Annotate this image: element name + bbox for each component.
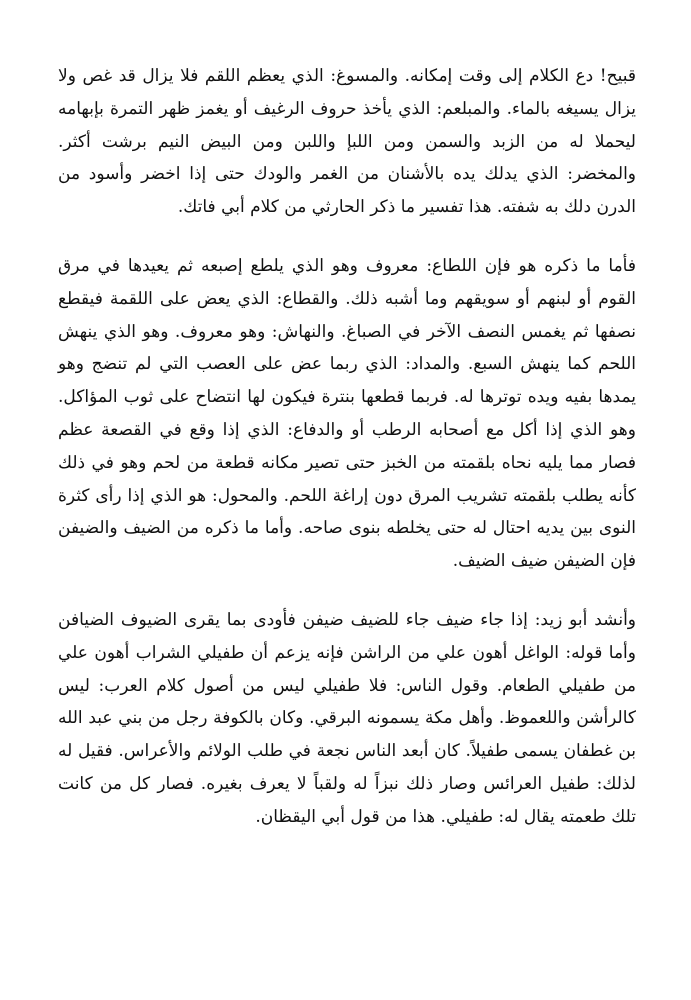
- paragraph-2: فأما ما ذكره هو فإن اللطاع: معروف وهو الذي يلطع إصبعه ثم يعيدها في مرق القوم أو لبنهم أو سويقهم وما أشبه ذلك. والقطاع: الذي يعض على اللقمة فيقطع نصفها ثم يغمس النصف الآخر في الصباغ. والنهاش: وهو معروف. وهو الذي ينهش اللحم كما ينهش السبع. والمداد: الذي ربما عض على العصب التي لم تنضج وهو يمدها بفيه ويده توترها له. فربما قطعها بنترة فيكون لها انتضاح على ثوب المؤاكل. وهو الذي إذا أكل مع أصحابه الرطب أو والدفاع: الذي إذا وقع في القصعة عظم فصار مما يليه نحاه بلقمته من الخبز حتى تصير مكانه قطعة من لحم وهو في ذلك كأنه يطلب بلقمته تشريب المرق دون إراغة اللحم. والمحول: هو الذي إذا رأى كثرة النوى بين يديه احتال له حتى يخلطه بنوى صاحه. وأما ما ذكره من الضيف والضيفن فإن الضيفن ضيف الضيف.: [58, 255, 636, 572]
- paragraph-3: وأنشد أبو زيد: إذا جاء ضيف جاء للضيف ضيفن فأودى بما يقرى الضيوف الضيافن وأما قوله: الواغل أهون علي من الراشن فإنه يزعم أن طفيلي الشراب أهون علي من طفيلي الطعام. وقول الناس: فلا طفيلي ليس من أصول كلام العرب: ليس كالرأشن واللعموظ. وأهل مكة يسمونه البرقي. وكان بالكوفة رجل من بني عبد الله بن غطفان يسمى طفيلاً. كان أبعد الناس نجعة في طلب الولائم والأعراس. فقيل له لذلك: طفيل العرائس وصار ذلك نبزاً له ولقباً لا يعرف بغيره. فصار كل من كانت تلك طعمته يقال له: طفيلي. هذا من قول أبي اليقظان.: [58, 609, 636, 827]
- paragraph-1: قبيح! دع الكلام إلى وقت إمكانه. والمسوغ: الذي يعظم اللقم فلا يزال قد غص ولا يزال يسيغه بالماء. والمبلعم: الذي يأخذ حروف الرغيف أو يغمز ظهر التمرة بإبهامه ليحملا له من الزبد والسمن ومن اللبإ واللبن ومن البيض النيم برشت أكثر. والمخضر: الذي يدلك يده بالأشنان من الغمر والودك حتى إذا اخضر وأسود من الدرن دلك به شفته. هذا تفسير ما ذكر الحارثي من كلام أبي فاتك.: [58, 66, 636, 218]
- document-page: [58, 60, 636, 860]
